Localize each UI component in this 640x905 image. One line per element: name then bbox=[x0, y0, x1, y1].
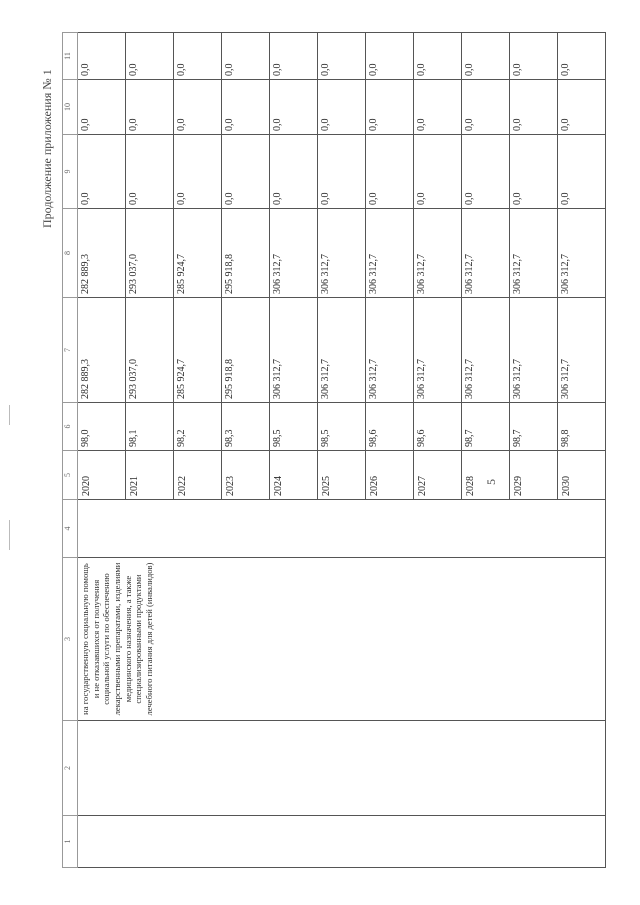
value-cell: 98,1 bbox=[126, 403, 174, 451]
value-cell: 0,0 bbox=[126, 80, 174, 135]
value-cell: 282 889,3 bbox=[78, 298, 126, 403]
value-cell: 0,0 bbox=[270, 80, 318, 135]
value-cell: 0,0 bbox=[126, 33, 174, 80]
value-cell: 0,0 bbox=[366, 135, 414, 209]
value-cell: 0,0 bbox=[318, 33, 366, 80]
value-cell: 306 312,7 bbox=[414, 298, 462, 403]
year-cell: 2026 bbox=[366, 451, 414, 500]
value-cell: 0,0 bbox=[462, 33, 510, 80]
value-cell: 0,0 bbox=[414, 33, 462, 80]
value-cell: 285 924,7 bbox=[174, 298, 222, 403]
value-cell: 0,0 bbox=[222, 80, 270, 135]
value-cell: 0,0 bbox=[558, 80, 606, 135]
value-cell: 306 312,7 bbox=[558, 209, 606, 298]
value-cell: 306 312,7 bbox=[366, 298, 414, 403]
year-cell: 2027 bbox=[414, 451, 462, 500]
col2-cell bbox=[78, 721, 606, 816]
value-cell: 0,0 bbox=[462, 135, 510, 209]
header-cell: 1 bbox=[63, 816, 78, 868]
year-cell: 2030 bbox=[558, 451, 606, 500]
value-cell: 306 312,7 bbox=[366, 209, 414, 298]
year-cell: 2023 bbox=[222, 451, 270, 500]
header-cell: 10 bbox=[63, 80, 78, 135]
header-cell: 6 bbox=[63, 403, 78, 451]
value-cell: 0,0 bbox=[462, 80, 510, 135]
value-cell: 0,0 bbox=[270, 135, 318, 209]
year-cell: 2025 bbox=[318, 451, 366, 500]
table-body bbox=[63, 33, 606, 868]
value-cell: 306 312,7 bbox=[270, 298, 318, 403]
rotated-table-sheet bbox=[62, 33, 577, 868]
value-cell: 0,0 bbox=[510, 33, 558, 80]
year-cell: 2022 bbox=[174, 451, 222, 500]
value-cell: 0,0 bbox=[318, 80, 366, 135]
value-cell: 0,0 bbox=[510, 135, 558, 209]
value-cell: 0,0 bbox=[126, 135, 174, 209]
value-cell: 293 037,0 bbox=[126, 298, 174, 403]
header-cell: 7 bbox=[63, 298, 78, 403]
header-cell: 4 bbox=[63, 500, 78, 558]
year-cell: 2029 bbox=[510, 451, 558, 500]
header-cell: 9 bbox=[63, 135, 78, 209]
header-cell: 3 bbox=[63, 558, 78, 721]
value-cell: 306 312,7 bbox=[414, 209, 462, 298]
scan-edge-mark bbox=[9, 405, 10, 425]
year-cell: 2021 bbox=[126, 451, 174, 500]
header-cell: 5 bbox=[63, 451, 78, 500]
value-cell: 0,0 bbox=[558, 135, 606, 209]
header-cell: 2 bbox=[63, 721, 78, 816]
header-row bbox=[63, 33, 78, 868]
table-row bbox=[78, 33, 126, 868]
value-cell: 306 312,7 bbox=[318, 209, 366, 298]
value-cell: 285 924,7 bbox=[174, 209, 222, 298]
value-cell: 0,0 bbox=[78, 135, 126, 209]
value-cell: 98,5 bbox=[318, 403, 366, 451]
value-cell: 0,0 bbox=[270, 33, 318, 80]
appendix-table bbox=[62, 32, 606, 868]
value-cell: 0,0 bbox=[174, 135, 222, 209]
col1-cell bbox=[78, 816, 606, 868]
value-cell: 0,0 bbox=[318, 135, 366, 209]
value-cell: 0,0 bbox=[78, 80, 126, 135]
value-cell: 98,0 bbox=[78, 403, 126, 451]
value-cell: 0,0 bbox=[366, 80, 414, 135]
value-cell: 0,0 bbox=[366, 33, 414, 80]
value-cell: 306 312,7 bbox=[318, 298, 366, 403]
value-cell: 0,0 bbox=[174, 80, 222, 135]
value-cell: 306 312,7 bbox=[510, 209, 558, 298]
value-cell: 98,8 bbox=[558, 403, 606, 451]
year-cell: 2020 bbox=[78, 451, 126, 500]
year-cell: 2024 bbox=[270, 451, 318, 500]
value-cell: 0,0 bbox=[174, 33, 222, 80]
value-cell: 0,0 bbox=[510, 80, 558, 135]
value-cell: 0,0 bbox=[558, 33, 606, 80]
value-cell: 98,6 bbox=[366, 403, 414, 451]
value-cell: 306 312,7 bbox=[270, 209, 318, 298]
description-cell: на государственную социальную помощь и не отказавшихся от получения социальной услуги по обеспечению лекарственными препаратами, изделиями медицинского назначения, а также специализированными продуктами лечебного питания для детей (инвалидов) bbox=[78, 558, 606, 721]
page-number: 5 bbox=[484, 479, 498, 485]
scan-edge-mark bbox=[9, 520, 10, 550]
value-cell: 306 312,7 bbox=[462, 298, 510, 403]
value-cell: 293 037,0 bbox=[126, 209, 174, 298]
value-cell: 306 312,7 bbox=[462, 209, 510, 298]
value-cell: 0,0 bbox=[222, 33, 270, 80]
value-cell: 0,0 bbox=[414, 80, 462, 135]
value-cell: 98,2 bbox=[174, 403, 222, 451]
value-cell: 98,3 bbox=[222, 403, 270, 451]
value-cell: 295 918,8 bbox=[222, 298, 270, 403]
value-cell: 0,0 bbox=[414, 135, 462, 209]
header-cell: 8 bbox=[63, 209, 78, 298]
value-cell: 0,0 bbox=[222, 135, 270, 209]
value-cell: 98,6 bbox=[414, 403, 462, 451]
value-cell: 98,7 bbox=[462, 403, 510, 451]
year-cell: 2028 bbox=[462, 451, 510, 500]
value-cell: 295 918,8 bbox=[222, 209, 270, 298]
continuation-title: Продолжение приложения № 1 bbox=[40, 69, 54, 228]
value-cell: 98,5 bbox=[270, 403, 318, 451]
value-cell: 98,7 bbox=[510, 403, 558, 451]
value-cell: 306 312,7 bbox=[510, 298, 558, 403]
header-cell: 11 bbox=[63, 33, 78, 80]
col4-cell bbox=[78, 500, 606, 558]
value-cell: 0,0 bbox=[78, 33, 126, 80]
value-cell: 306 312,7 bbox=[558, 298, 606, 403]
value-cell: 282 889,3 bbox=[78, 209, 126, 298]
